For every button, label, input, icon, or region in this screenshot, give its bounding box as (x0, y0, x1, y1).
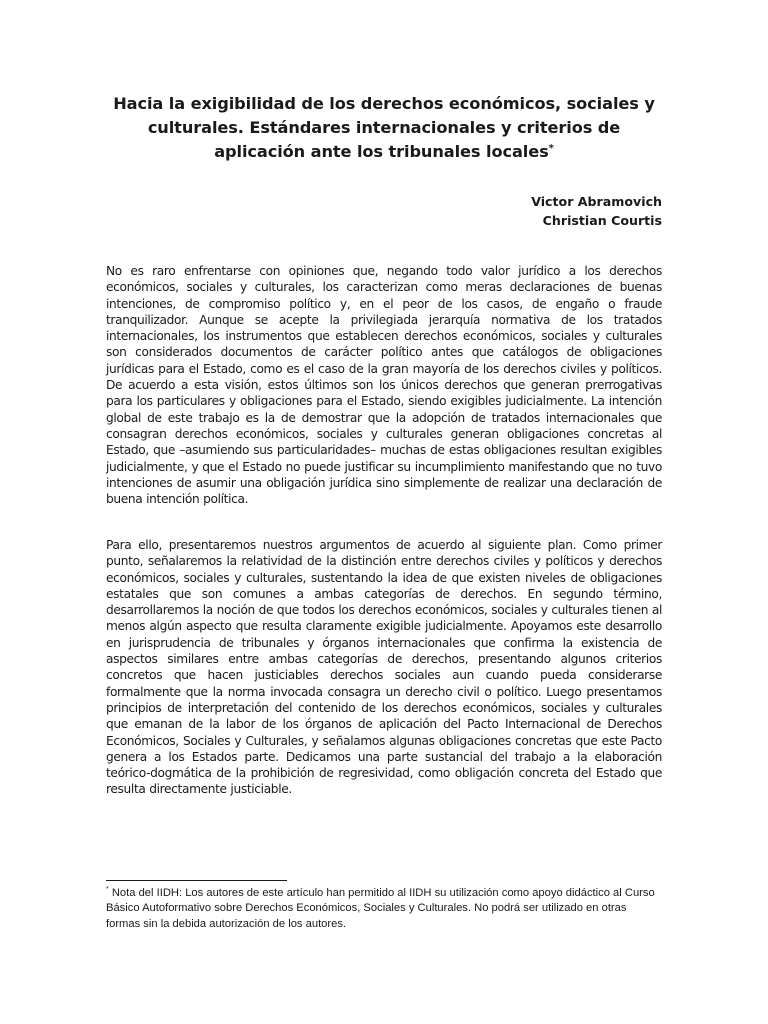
author-list (531, 192, 662, 230)
author-name: Victor Abramovich (531, 194, 662, 209)
footnote-text: Nota del IIDH: Los autores de este artículo han permitido al IIDH su utilización como apoyo didáctico al Curso Básico Autoformativo sobre Derechos Económicos, Sociales y Culturales. No podrá ser utilizado en otras formas sin la debida autorización de los autores. (106, 887, 655, 930)
footnote-marker: * (106, 886, 109, 893)
document-title (100, 92, 668, 164)
body-paragraph-intro: No es raro enfrentarse con opiniones que, negando todo valor jurídico a los derechos económicos, sociales y culturales, los caracterizan como meras declaraciones de buenas intenciones, de compromiso político y, en el peor de los casos, de engaño o fraude tranquilizador. Aunque se acepte la privilegiada jerarquía normativa de los tratados internacionales, los instrumentos que establecen derechos económicos, sociales y culturales son considerados documentos de carácter político antes que catálogos de obligaciones jurídicas para el Estado, como es el caso de la gran mayoría de los derechos civiles y políticos. De acuerdo a esta visión, estos últimos son los únicos derechos que generan prerrogativas para los particulares y obligaciones para el Estado, siendo exigibles judicialmente. La intención global de este trabajo es la de demostrar que la adopción de tratados internacionales que consagran derechos económicos, sociales y culturales generan obligaciones concretas al Estado, que –asumiendo sus particularidades– muchas de estas obligaciones resultan exigibles judicialmente, y que el Estado no puede justificar su incumplimiento manifestando que no tuvo intenciones de asumir una obligación jurídica sino simplemente de realizar una declaración de buena intención política. (106, 264, 662, 507)
author-name: Christian Courtis (542, 213, 662, 228)
footnote-divider (106, 880, 287, 881)
title-footnote-marker: * (548, 143, 554, 154)
document-title-text: Hacia la exigibilidad de los derechos económicos, sociales y culturales. Estándares internacionales y criterios de aplicación ante los tribunales locales (113, 94, 655, 161)
body-paragraph-plan: Para ello, presentaremos nuestros argumentos de acuerdo al siguiente plan. Como primer punto, señalaremos la relatividad de la distinción entre derechos civiles y políticos y derechos económicos, sociales y culturales, sustentando la idea de que existen niveles de obligaciones estatales que son comunes a ambas categorías de derechos. En segundo término, desarrollaremos la noción de que todos los derechos económicos, sociales y culturales tienen al menos algún aspecto que resulta claramente exigible judicialmente. Apoyamos este desarrollo en jurisprudencia de tribunales y órganos internacionales que confirma la existencia de aspectos similares entre ambas categorías de derechos, presentando algunos criterios concretos que hacen justiciables derechos sociales aun cuando pueda considerarse formalmente que la norma invocada consagra un derecho civil o político. Luego presentamos principios de interpretación del contenido de los derechos económicos, sociales y culturales que emanan de la labor de los órganos de aplicación del Pacto Internacional de Derechos Económicos, Sociales y Culturales, y señalamos algunas obligaciones concretas que este Pacto genera a los Estados parte. Dedicamos una parte sustancial del trabajo a la elaboración teórico-dogmática de la prohibición de regresividad, como obligación concreta del Estado que resulta directamente justiciable. (106, 538, 662, 797)
footnote (106, 886, 662, 932)
